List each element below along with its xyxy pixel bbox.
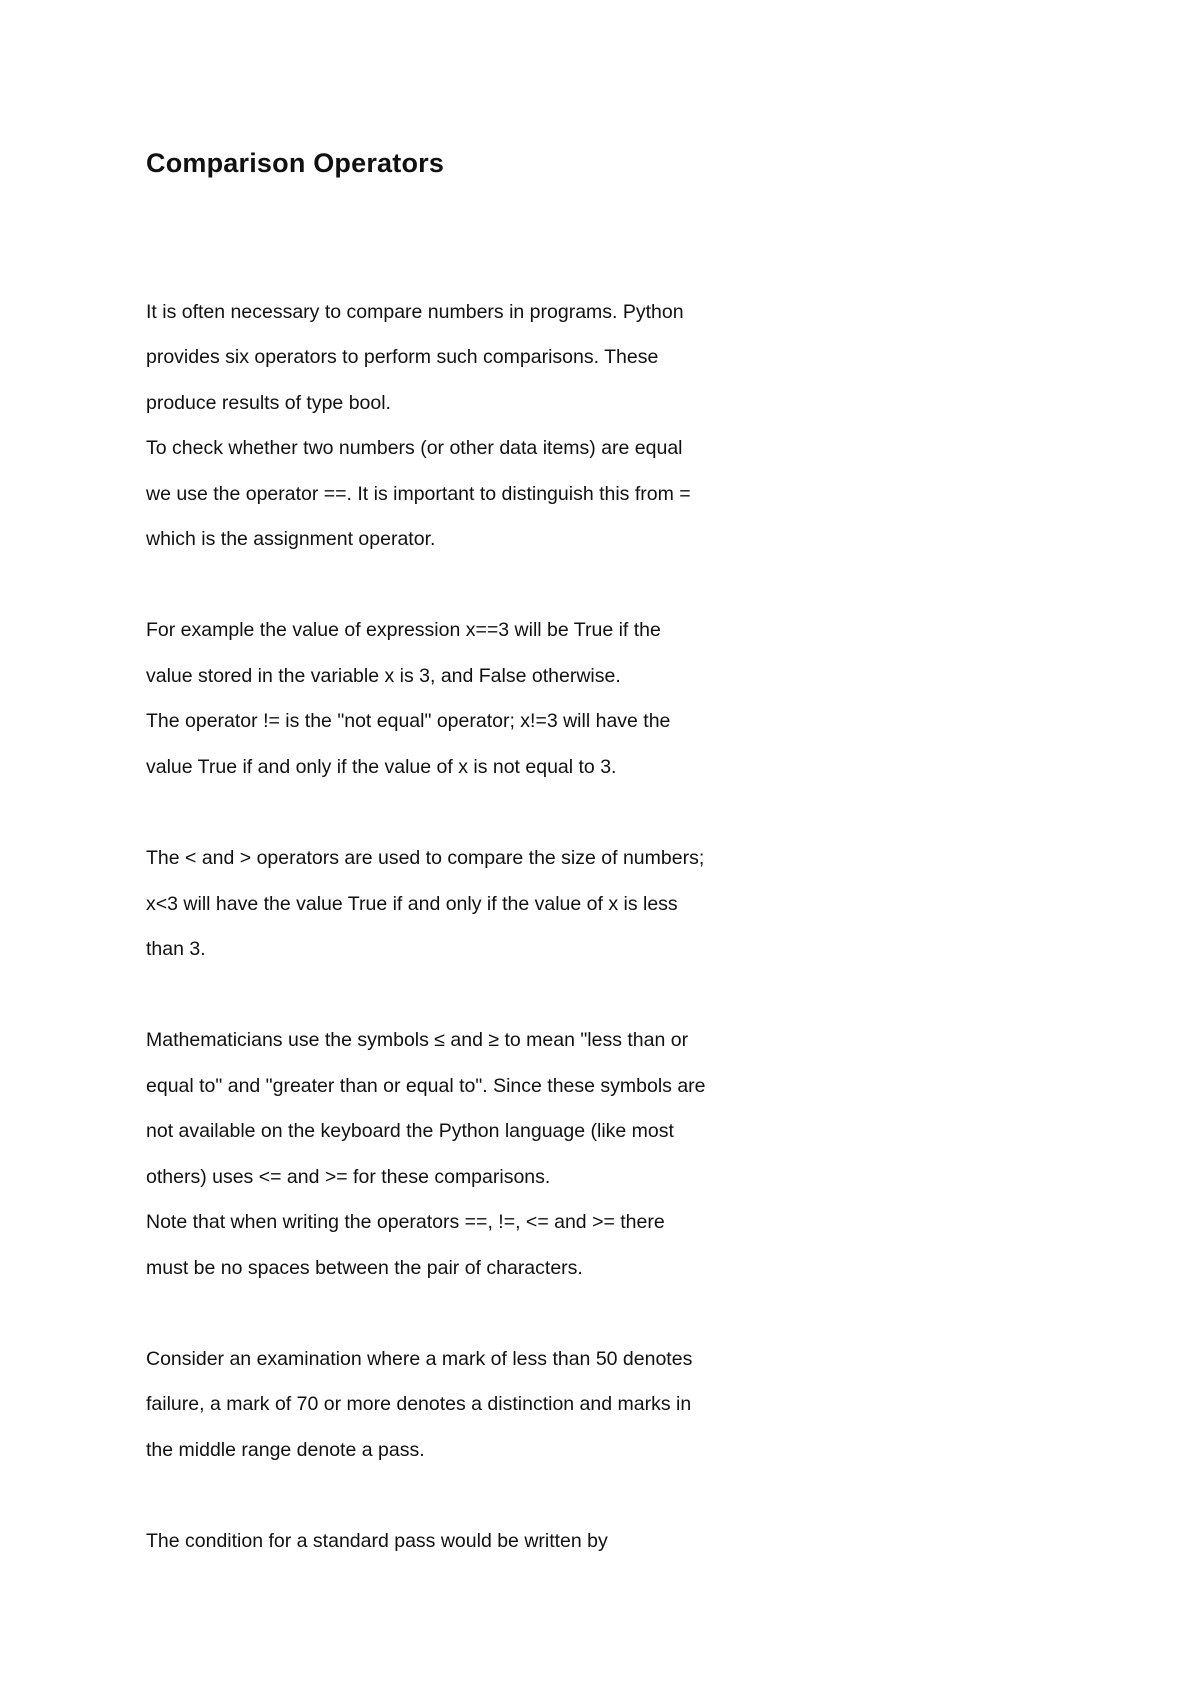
text-line: than 3. [146, 938, 206, 960]
text-line: It is often necessary to compare numbers in programs. Python [146, 301, 684, 323]
text-line: we use the operator ==. It is important to distinguish this from = [146, 483, 691, 505]
text-line: the middle range denote a pass. [146, 1439, 425, 1461]
text-line: Consider an examination where a mark of less than 50 denotes [146, 1348, 693, 1370]
text-line: not available on the keyboard the Python language (like most [146, 1120, 674, 1142]
text-line: produce results of type bool. [146, 392, 391, 414]
page-title: Comparison Operators [146, 148, 445, 178]
text-line: failure, a mark of 70 or more denotes a distinction and marks in [146, 1393, 692, 1415]
text-line: value stored in the variable x is 3, and False otherwise. [146, 665, 621, 687]
text-line: which is the assignment operator. [146, 528, 436, 550]
text-line: Note that when writing the operators ==, !=, <= and >= there [146, 1211, 665, 1233]
text-line: The < and > operators are used to compare the size of numbers; [146, 847, 705, 869]
text-line: x<3 will have the value True if and only if the value of x is less [146, 893, 678, 915]
text-line: equal to" and "greater than or equal to". Since these symbols are [146, 1075, 706, 1097]
text-line: value True if and only if the value of x is not equal to 3. [146, 756, 617, 778]
text-line: provides six operators to perform such comparisons. These [146, 346, 659, 368]
text-line: The condition for a standard pass would be written by [146, 1530, 608, 1552]
text-line: others) uses <= and >= for these comparisons. [146, 1166, 551, 1188]
text-line: For example the value of expression x==3 will be True if the [146, 619, 661, 641]
text-line: must be no spaces between the pair of characters. [146, 1257, 583, 1279]
text-line: To check whether two numbers (or other data items) are equal [146, 437, 683, 459]
text-line: Mathematicians use the symbols ≤ and ≥ to mean "less than or [146, 1029, 689, 1051]
text-line: The operator != is the "not equal" operator; x!=3 will have the [146, 710, 671, 732]
